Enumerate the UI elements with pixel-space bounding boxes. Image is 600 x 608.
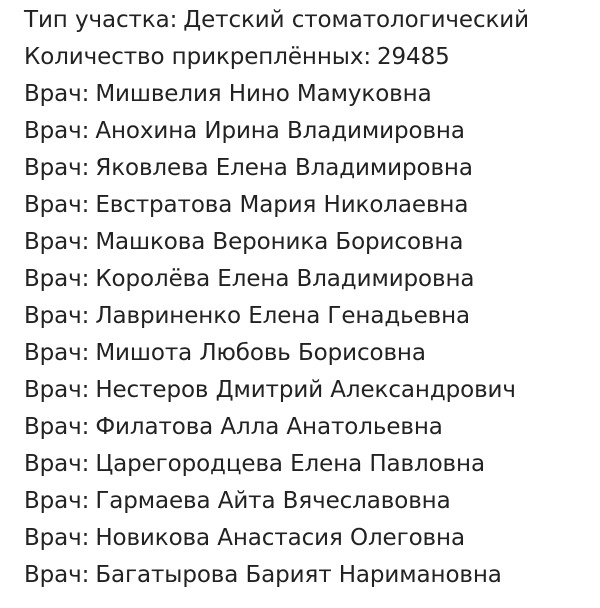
doctor-name: Нестеров Дмитрий Александрович <box>95 377 516 403</box>
doctor-name: Мишвелия Нино Мамуковна <box>95 81 432 107</box>
doctor-label: Врач: <box>24 377 90 403</box>
doctor-name: Анохина Ирина Владимировна <box>95 118 465 144</box>
doctor-line <box>24 372 600 409</box>
doctor-label: Врач: <box>24 229 90 255</box>
doctor-line <box>24 298 600 335</box>
site-type-value: Детский стоматологический <box>183 7 530 33</box>
doctor-line <box>24 335 600 372</box>
attached-count-line <box>24 39 600 76</box>
doctor-label: Врач: <box>24 81 90 107</box>
attached-count-value: 29485 <box>376 44 450 70</box>
doctor-name: Королёва Елена Владимировна <box>95 266 475 292</box>
doctor-name: Новикова Анастасия Олеговна <box>95 525 465 551</box>
doctor-line <box>24 187 600 224</box>
doctor-line <box>24 261 600 298</box>
doctor-label: Врач: <box>24 192 90 218</box>
doctor-line <box>24 520 600 557</box>
doctor-name: Царегородцева Елена Павловна <box>95 451 485 477</box>
doctor-name: Филатова Алла Анатольевна <box>95 414 443 440</box>
doctor-label: Врач: <box>24 525 90 551</box>
doctor-label: Врач: <box>24 118 90 144</box>
doctor-line <box>24 557 600 594</box>
doctor-name: Багатырова Барият Наримановна <box>95 562 502 588</box>
doctor-list <box>24 76 600 594</box>
doctor-label: Врач: <box>24 451 90 477</box>
doctor-label: Врач: <box>24 155 90 181</box>
doctor-label: Врач: <box>24 303 90 329</box>
doctor-name: Мишота Любовь Борисовна <box>95 340 426 366</box>
doctor-name: Гармаева Айта Вячеславовна <box>95 488 451 514</box>
doctor-name: Машкова Вероника Борисовна <box>95 229 464 255</box>
doctor-line <box>24 113 600 150</box>
doctor-label: Врач: <box>24 414 90 440</box>
doctor-name: Лавриненко Елена Генадьевна <box>95 303 471 329</box>
doctor-line <box>24 224 600 261</box>
doctor-line <box>24 150 600 187</box>
doctor-label: Врач: <box>24 562 90 588</box>
site-type-line <box>24 2 600 39</box>
doctor-line <box>24 76 600 113</box>
doctor-name: Яковлева Елена Владимировна <box>95 155 473 181</box>
doctor-label: Врач: <box>24 488 90 514</box>
doctor-label: Врач: <box>24 266 90 292</box>
site-type-label: Тип участка: <box>24 7 178 33</box>
doctor-name: Евстратова Мария Николаевна <box>95 192 469 218</box>
doctor-line <box>24 409 600 446</box>
doctor-line <box>24 483 600 520</box>
doctor-label: Врач: <box>24 340 90 366</box>
attached-count-label: Количество прикреплённых: <box>24 44 371 70</box>
doctor-line <box>24 446 600 483</box>
